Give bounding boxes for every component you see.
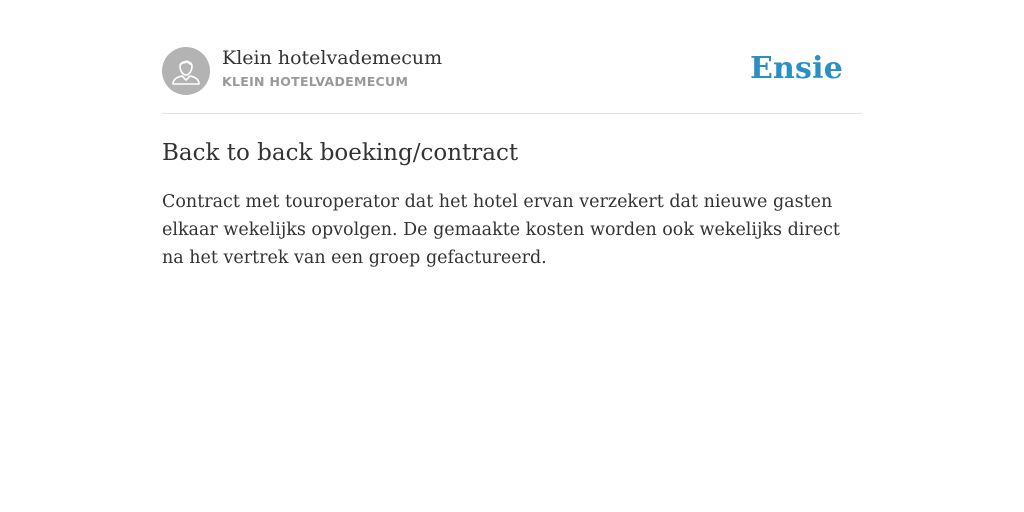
entry-card	[162, 46, 862, 272]
author-name[interactable]: Klein hotelvademecum	[222, 47, 443, 69]
user-avatar-icon[interactable]	[162, 47, 210, 95]
author-subtitle: KLEIN HOTELVADEMECUM	[222, 74, 409, 89]
entry-definition: Contract met touroperator dat het hotel ervan verzekert dat nieuwe gasten elkaar wekelijks opvolgen. De gemaakte kosten worden ook wekelijks direct na het vertrek van een groep gefactureerd.	[162, 192, 840, 268]
entry-term: Back to back boeking/contract	[162, 140, 519, 166]
brand-logo[interactable]: Ensie	[749, 51, 843, 86]
entry-header	[162, 46, 862, 114]
